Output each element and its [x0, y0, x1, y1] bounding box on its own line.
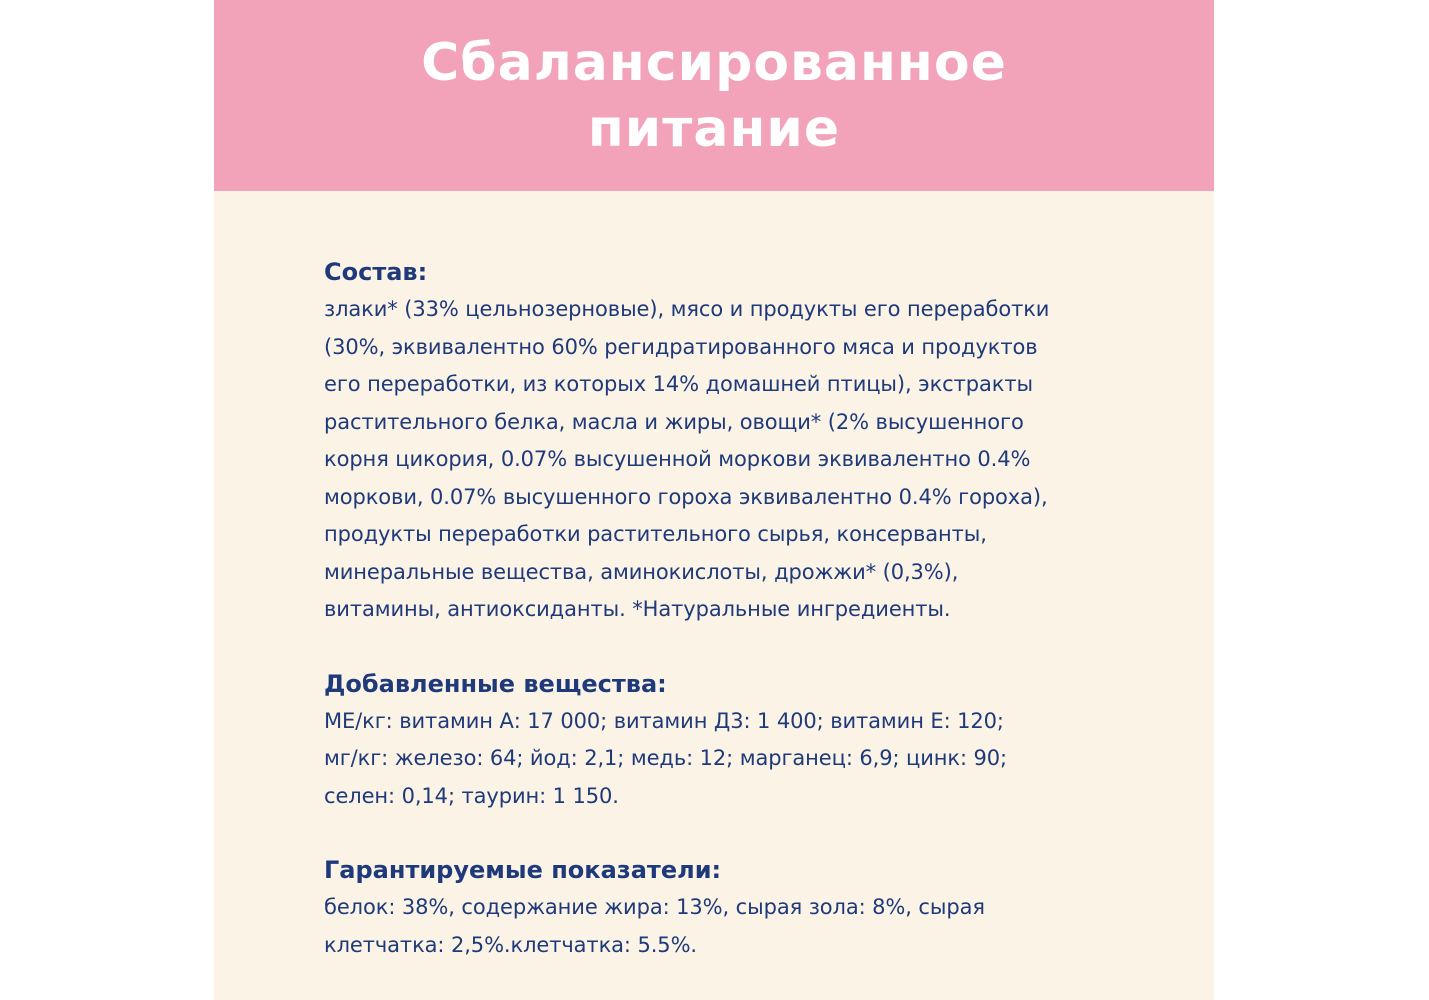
composition-text: злаки* (33% цельнозерновые), мясо и продукты его переработки (30%, эквивалентно 60% регидратированного мяса и продуктов его переработки, из которых 14% домашней птицы), экстракты растительного белка, масла и жиры, овощи* (2% высушенного корня цикория, 0.07% высушенной моркови эквивалентно 0.4% моркови, 0.07% высушенного гороха эквивалентно 0.4% гороха), продукты переработки растительного сырья, консерванты, минеральные вещества, аминокислоты, дрожжи* (0,3%), витамины, антиоксиданты. *Натуральные ингредиенты. — [324, 297, 1050, 621]
guaranteed-text: белок: 38%, содержание жира: 13%, сырая зола: 8%, сырая клетчатка: 2,5%.клетчатка: 5.5%. — [324, 895, 985, 957]
additives-heading: Добавленные вещества: — [324, 669, 667, 698]
page-title — [214, 30, 1214, 162]
additives-text: МЕ/кг: витамин А: 17 000; витамин Д3: 1 400; витамин Е: 120; мг/кг: железо: 64; йод: 2,1; медь: 12; марганец: 6,9; цинк: 90; селен: 0,14; таурин: 1 150. — [324, 708, 1008, 808]
guaranteed-section — [324, 852, 1124, 964]
guaranteed-heading: Гарантируемые показатели: — [324, 856, 722, 884]
header-banner — [214, 0, 1214, 191]
composition-section — [324, 254, 1124, 629]
title-line-2: питание — [587, 99, 841, 159]
product-info-card — [214, 0, 1214, 1000]
additives-section — [324, 666, 1124, 816]
composition-heading: Состав: — [324, 258, 428, 286]
title-line-1: Сбалансированное — [421, 33, 1007, 93]
content-area — [324, 254, 1124, 964]
